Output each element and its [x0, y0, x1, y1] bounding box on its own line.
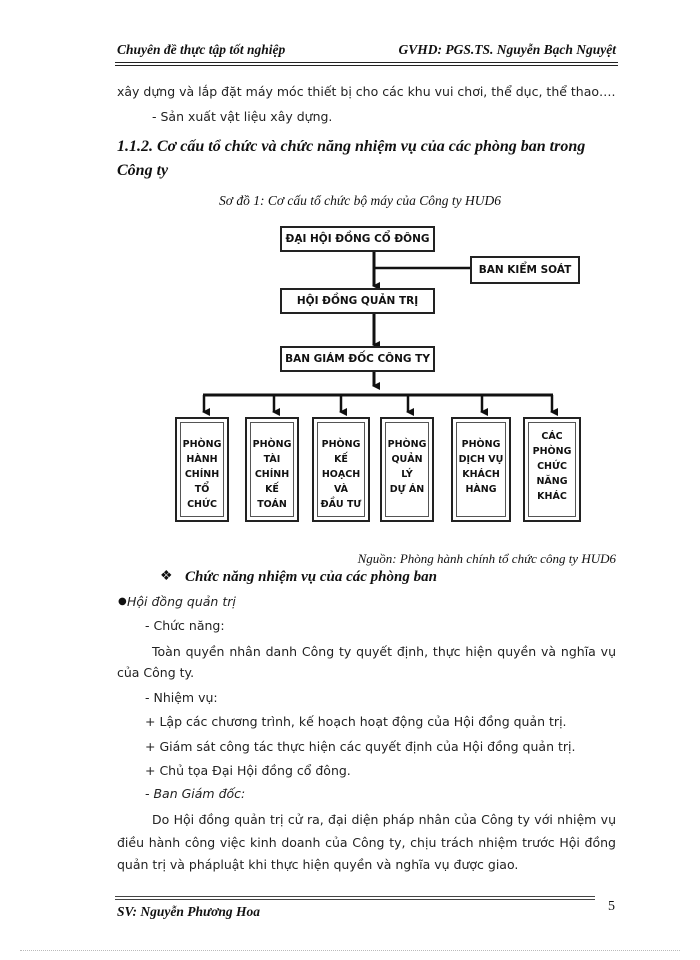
org-box-shareholders — [280, 226, 435, 252]
dept-label-projects: PHÒNG QUẢN LÝ DỰ ÁN — [385, 422, 429, 517]
dept-label-other: CÁC PHÒNG CHỨC NĂNG KHÁC — [528, 422, 576, 517]
functions-heading: Chức năng nhiệm vụ của các phòng ban — [185, 569, 437, 585]
duty-item-2: + Giám sát công tác thực hiện các quyết định của Hội đồng quản trị. — [145, 739, 576, 754]
directors-text-1: Do Hội đồng quản trị cử ra, đại diện pháp nhân của Công ty với nhiệm vụ — [152, 812, 616, 827]
header-left: Chuyên đề thực tập tốt nghiệp — [117, 42, 286, 57]
dot-bullet-icon: ● — [118, 596, 127, 607]
dept-label-finance: PHÒNG TÀI CHÍNH KẾ TOÁN — [250, 422, 294, 517]
directors-label: - Ban Giám đốc: — [145, 786, 246, 801]
diagram-caption: Sơ đồ 1: Cơ cấu tổ chức bộ máy của Công ty HUD6 — [219, 193, 501, 208]
footer-student: SV: Nguyễn Phương Hoa — [117, 904, 260, 919]
footer-rule — [115, 896, 595, 897]
org-box-directors — [280, 346, 435, 372]
duty-item-1: + Lập các chương trình, kế hoạch hoạt động của Hội đồng quản trị. — [145, 714, 567, 729]
directors-text-3: quản trị và phápluật khi thực hiện quyền và nghĩa vụ được giao. — [117, 857, 519, 872]
dept-box-admin — [175, 417, 229, 522]
page-number: 5 — [608, 899, 615, 914]
function-text-1: Toàn quyền nhân danh Công ty quyết định, thực hiện quyền và nghĩa vụ — [152, 644, 616, 659]
duty-item-3: + Chủ tọa Đại Hội đồng cổ đông. — [145, 763, 351, 778]
section-title-line-2: Công ty — [117, 162, 169, 179]
dept-box-projects — [380, 417, 434, 522]
intro-line-2: - Sản xuất vật liệu xây dựng. — [152, 109, 333, 124]
dept-label-customer: PHÒNG DỊCH VỤ KHÁCH HÀNG — [456, 422, 506, 517]
diagram-source: Nguồn: Phòng hành chính tổ chức công ty HUD6 — [357, 551, 616, 566]
dept-box-planning — [312, 417, 370, 522]
footer-rule-secondary — [115, 899, 595, 900]
org-label-supervisory: BAN KIỂM SOÁT — [478, 264, 572, 276]
function-text-2: của Công ty. — [117, 665, 195, 680]
dept-box-finance — [245, 417, 299, 522]
page-bottom-edge — [20, 950, 680, 951]
function-label: - Chức năng: — [145, 618, 225, 633]
dept-box-customer — [451, 417, 511, 522]
header-right: GVHD: PGS.TS. Nguyễn Bạch Nguyệt — [398, 42, 616, 57]
org-box-supervisory — [470, 256, 580, 284]
section-title-line-1: 1.1.2. Cơ cấu tổ chức và chức năng nhiệm vụ của các phòng ban trong — [117, 138, 586, 155]
dept-label-planning: PHÒNG KẾ HOẠCH VÀ ĐẦU TƯ — [317, 422, 365, 517]
dept-box-other — [523, 417, 581, 522]
org-box-board — [280, 288, 435, 314]
directors-text-2: điều hành công việc kinh doanh của Công ty, chịu trách nhiệm trước Hội đồng — [117, 835, 616, 850]
intro-line-1: xây dựng và lắp đặt máy móc thiết bị cho các khu vui chơi, thể dục, thể thao…. — [117, 84, 616, 99]
dept-label-admin: PHÒNG HÀNH CHÍNH TỔ CHỨC — [180, 422, 224, 517]
duties-label: - Nhiệm vụ: — [145, 690, 218, 705]
diamond-bullet-icon: ❖ — [160, 568, 173, 584]
org-label-shareholders: ĐẠI HỘI ĐỒNG CỔ ĐÔNG — [285, 233, 430, 245]
board-heading: Hội đồng quản trị — [127, 594, 236, 609]
org-label-board: HỘI ĐỒNG QUẢN TRỊ — [296, 295, 419, 307]
org-label-directors: BAN GIÁM ĐỐC CÔNG TY — [285, 353, 430, 365]
